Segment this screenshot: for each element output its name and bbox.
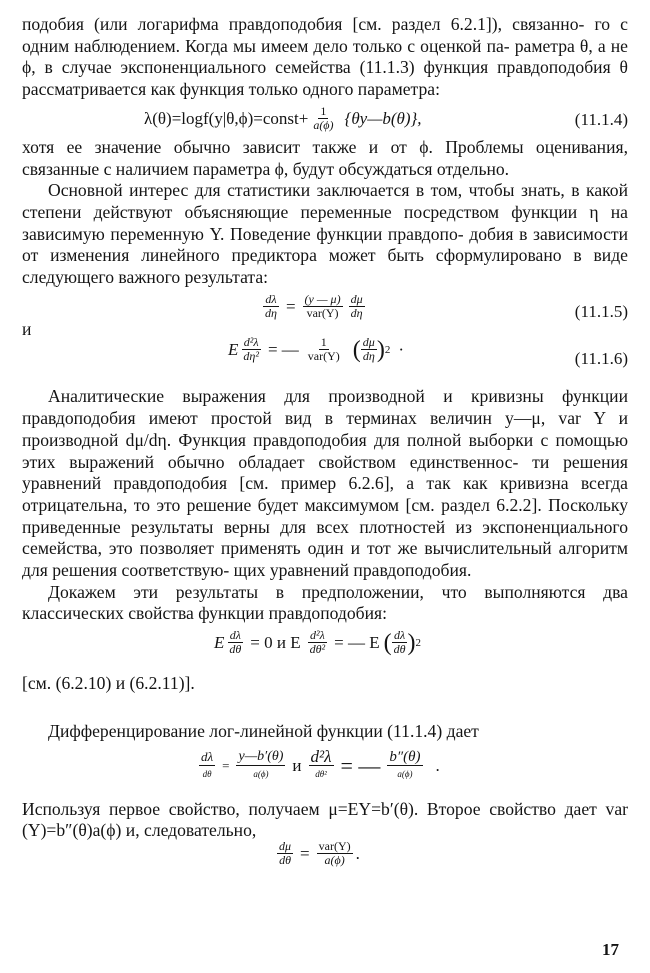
- paragraph-5: Докажем эти результаты в предположении, что выполняются два классических свойства функции правдоподобия:: [22, 581, 628, 624]
- equation-properties: E $\frac{d\lambda}{d\theta}$ = 0 и E $\frac{\text{d²λ}}{\text{dθ²}}$ = — E ( $\frac{d\lambda}{d\theta}$ ) 2: [214, 628, 422, 657]
- page-body: [22, 14, 628, 884]
- equation-11-1-5: $\frac{d\lambda}{d\eta}$ = $\frac{(y — \mu)}{\text{var(Y)}}$ $\frac{d\mu}{d\eta}$ (11.1.5): [265, 291, 628, 321]
- paragraph-2: хотя ее значение обычно зависит также и от ϕ. Проблемы оценивания, связанные с наличием параметра ϕ, будут обсуждаться отдельно.: [22, 136, 628, 179]
- eq4-lhs: λ(θ)=logf(y|θ,ϕ)=const+: [144, 108, 309, 128]
- equation-number: (11.1.6): [574, 349, 628, 369]
- equation-number: (11.1.5): [574, 301, 628, 321]
- paragraph-8: Используя первое свойство, получаем μ=EY=b′(θ). Второе свойство дает var (Y)=b″(θ)a(ϕ) и, следовательно,: [22, 798, 628, 841]
- equation-number: (11.1.4): [574, 109, 628, 129]
- paragraph-1: подобия (или логарифма правдоподобия [см. раздел 6.2.1]), связанно- го с одним наблюдением. Когда мы имеем дело только с оценкой па- раметра θ, а не ϕ, в случае экспоненциального семейства (11.1.3) функция правдоподобия θ рассматривается как функция только одного параметра:: [22, 14, 628, 100]
- paragraph-4: Аналитические выражения для производной и кривизны функции правдоподобия имеют простой вид в терминах величин y—μ, var Y и производной dμ/dη. Функция правдоподобия для полной выборки с помощью этих выражений обычно обладает свойством единственнос- ти решения уравнений правдоподобия [см. пример 6.2.6], а так как кривизна всегда отрицательна, то это решение будет максимумом [см. раздел 6.2.2]. Поскольку приведенные результаты верны для всех плотностей из экспоненциального семейства, это позволяет применять один и тот же вычислительный алгоритм для решения соответствую- щих уравнений правдоподобия.: [22, 386, 628, 581]
- equation-11-1-4: [22, 101, 628, 137]
- and-word: и: [22, 318, 32, 339]
- equation-differentiation: $\frac{d\lambda}{d\theta}$ = $\frac{y—b'(\theta)}{a(\phi)}$ и $\frac{\text{d²λ}}{\text{dθ²}}$ = — $\frac{b''(\theta)}{a(\phi)}$ .: [201, 746, 440, 779]
- paragraph-7: Дифференцирование лог-линейной функции (11.1.4) дает: [48, 720, 479, 741]
- page-number: 17: [602, 940, 619, 959]
- paragraph-6: [см. (6.2.10) и (6.2.11)].: [22, 673, 195, 694]
- eq4-tail: {θy—b(θ)},: [344, 108, 422, 128]
- eq4-fraction: $\frac{1}{a(\phi)}$: [313, 103, 334, 132]
- equation-11-1-6: E $\frac{\text{d²λ}}{\text{dη²}}$ = — $\frac{1}{\text{var(Y)}}$ ( $\frac{d\mu}{d\eta}$ ) 2 · (11.1.6): [228, 335, 628, 369]
- paragraph-3: Основной интерес для статистики заключается в том, чтобы знать, в какой степени действуют объясняющие переменные посредством функции η на зависимую переменную Y. Поведение функции правдопо- добия в зависимости от изменения линейного предиктора может быть сформулировано в виде следующего важного результата:: [22, 180, 628, 288]
- equation-final: $\frac{d\mu}{d\theta}$ = $\frac{\text{var(Y)}}{a(\phi)}$ .: [279, 838, 360, 867]
